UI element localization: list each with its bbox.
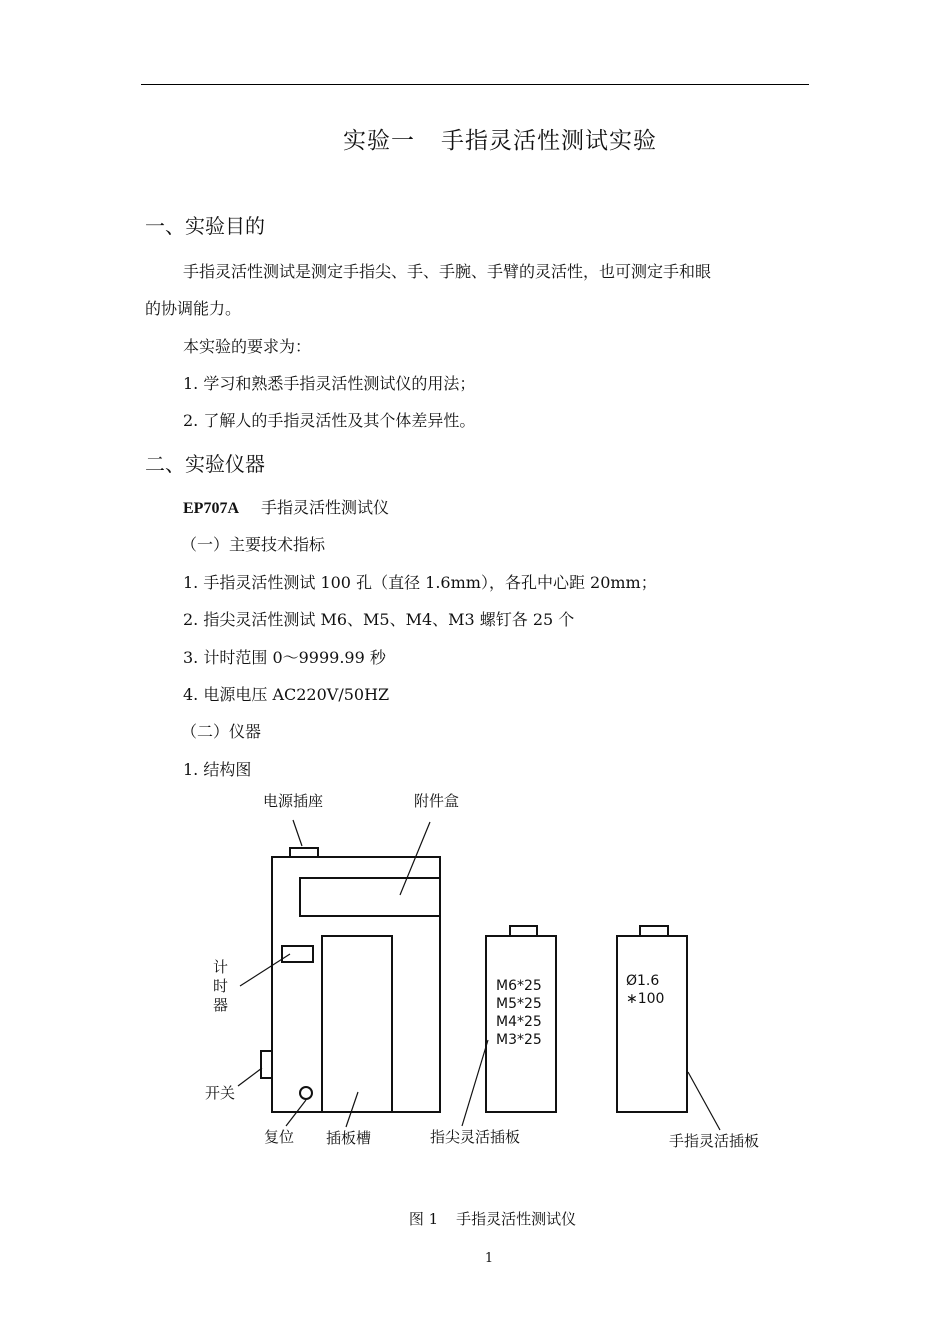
structure-heading: 1. 结构图 (183, 760, 252, 779)
intro-line2: 的协调能力。 (145, 299, 242, 318)
label-board-slot: 插板槽 (326, 1129, 372, 1147)
header-rule (141, 84, 809, 85)
section2-heading: 二、实验仪器 (145, 452, 265, 476)
subheading-instrument: （二）仪器 (181, 722, 262, 741)
switch-shape (261, 1051, 272, 1078)
fingertip-spec-1: M6*25 (496, 978, 542, 994)
spec-2: 2. 指尖灵活性测试 M6、M5、M4、M3 螺钉各 25 个 (183, 610, 575, 629)
spec-1: 1. 手指灵活性测试 100 孔（直径 1.6mm），各孔中心距 20mm； (183, 573, 657, 592)
reset-button-shape (300, 1087, 312, 1099)
intro-line1: 手指灵活性测试是测定手指尖、手、手腕、手臂的灵活性，也可测定手和眼 (183, 262, 712, 281)
requirement-text: 本实验的要求为： (183, 337, 312, 356)
device-name: 手指灵活性测试仪 (261, 498, 390, 517)
structure-diagram (0, 780, 950, 1180)
label-timer-2: 时 (213, 977, 229, 995)
subheading-specs: （一）主要技术指标 (181, 535, 326, 554)
section1-heading: 一、实验目的 (145, 214, 265, 238)
page-title (0, 122, 950, 155)
fingertip-board-tab (510, 926, 537, 936)
power-socket-shape (290, 848, 318, 857)
label-accessory-box: 附件盒 (414, 792, 460, 810)
title-part1: 实验一 (343, 128, 415, 154)
device-model: EP707A (183, 500, 239, 517)
finger-board-tab (640, 926, 668, 936)
caption-text: 手指灵活性测试仪 (456, 1210, 577, 1228)
requirement-item-1: 1. 学习和熟悉手指灵活性测试仪的用法； (183, 374, 476, 393)
timer-display (282, 946, 313, 962)
label-timer-1: 计 (213, 958, 229, 976)
title-part2: 手指灵活性测试实验 (441, 128, 657, 154)
instrument-body (272, 857, 440, 1112)
fingertip-spec-3: M4*25 (496, 1014, 542, 1030)
finger-board (617, 936, 687, 1112)
label-reset: 复位 (264, 1128, 295, 1146)
figure-caption (0, 1208, 950, 1229)
accessory-box-shape (300, 878, 440, 916)
spec-4: 4. 电源电压 AC220V/50HZ (183, 685, 390, 704)
label-switch: 开关 (205, 1084, 236, 1102)
label-fingertip-board: 指尖灵活插板 (430, 1128, 521, 1146)
finger-spec-1: Ø1.6 (626, 973, 660, 989)
spec-3: 3. 计时范围 0～9999.99 秒 (183, 648, 386, 667)
board-slot-shape (322, 936, 392, 1112)
label-finger-board: 手指灵活插板 (669, 1132, 760, 1150)
caption-label: 图 1 (408, 1210, 439, 1228)
finger-spec-2: ∗100 (626, 991, 665, 1007)
fingertip-spec-4: M3*25 (496, 1032, 542, 1048)
requirement-item-2: 2. 了解人的手指灵活性及其个体差异性。 (183, 411, 476, 430)
label-timer-3: 器 (213, 996, 229, 1014)
label-power-socket: 电源插座 (263, 792, 324, 810)
fingertip-spec-2: M5*25 (496, 996, 542, 1012)
device-line (183, 495, 389, 518)
page-number: 1 (484, 1251, 494, 1266)
